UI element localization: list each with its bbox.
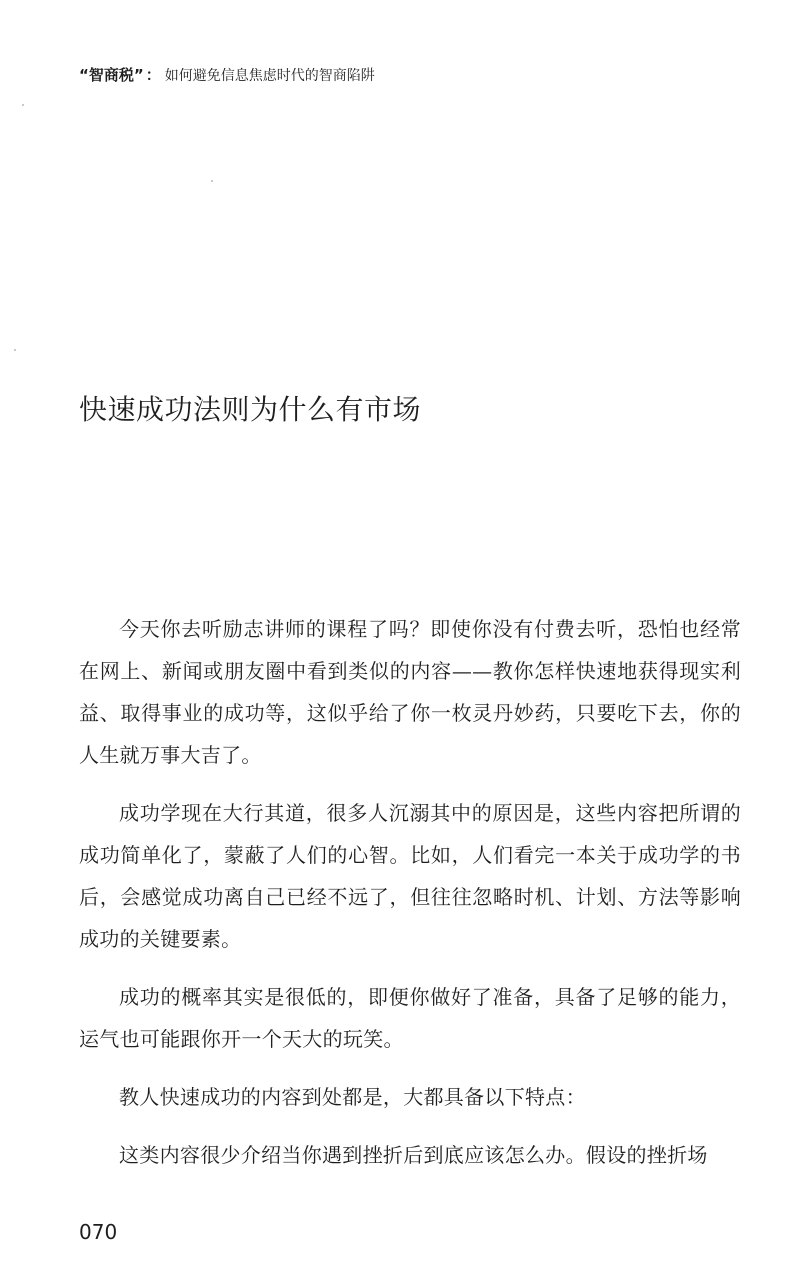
body-text [79, 608, 741, 1192]
paragraph-2: 成功学现在大行其道，很多人沉溺其中的原因是，这些内容把所谓的成功简单化了，蒙蔽了人们的心智。比如，人们看完一本关于成功学的书后，会感觉成功离自己已经不远了，但往往忽略时机、计划、方法等影响成功的关键要素。 [79, 801, 741, 951]
header-separator: ： [145, 66, 161, 84]
scan-speck [14, 349, 16, 351]
page-number: 070 [79, 1220, 118, 1244]
paragraph-3: 成功的概率其实是很低的，即便你做好了准备，具备了足够的能力，运气也可能跟你开一个天大的玩笑。 [79, 985, 741, 1051]
paragraph-4: 教人快速成功的内容到处都是，大都具备以下特点： [119, 1085, 586, 1109]
running-header [79, 64, 375, 87]
scan-speck [211, 180, 213, 182]
paragraph-5: 这类内容很少介绍当你遇到挫折后到底应该怎么办。假设的挫折场 [119, 1143, 708, 1167]
book-subtitle: 如何避免信息焦虑时代的智商陷阱 [164, 68, 375, 84]
chapter-title: 快速成功法则为什么有市场 [79, 393, 422, 426]
scan-speck [22, 104, 24, 106]
paragraph-1: 今天你去听励志讲师的课程了吗？即使你没有付费去听，恐怕也经常在网上、新闻或朋友圈中看到类似的内容——教你怎样快速地获得现实利益、取得事业的成功等，这似乎给了你一枚灵丹妙药，只要吃下去，你的人生就万事大吉了。 [79, 617, 741, 767]
book-title: “智商税” [79, 66, 144, 84]
